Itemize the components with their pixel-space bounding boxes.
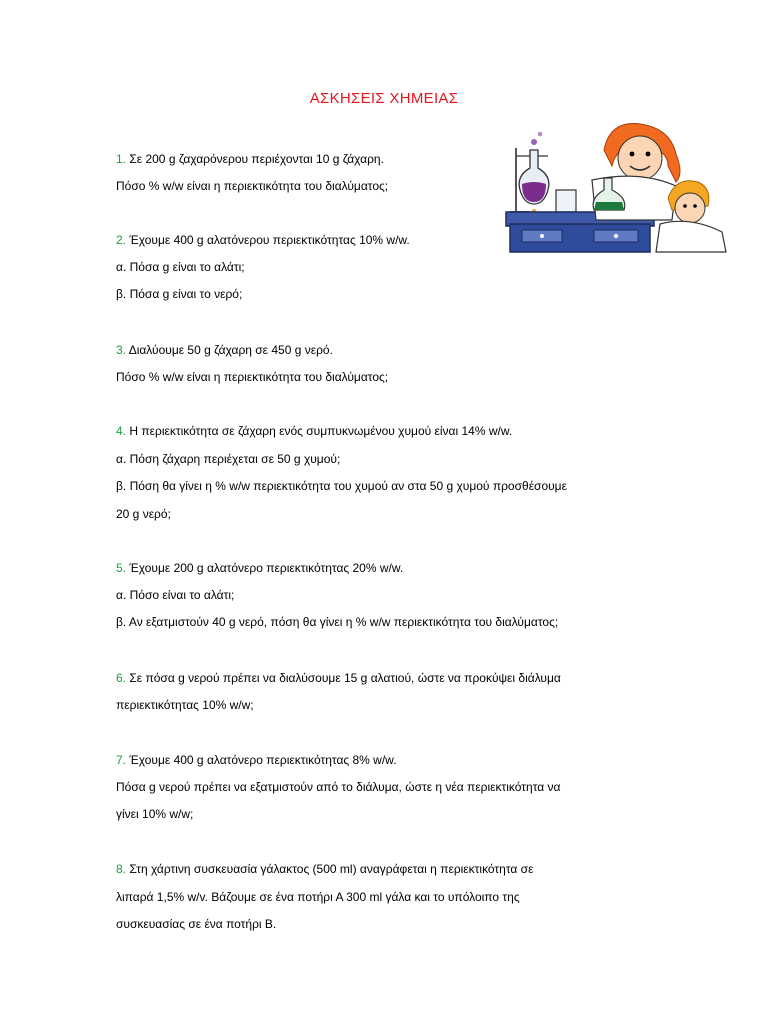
- exercise-text: Διαλύουμε 50 g ζάχαρη σε 450 g νερό.: [128, 343, 333, 357]
- exercise-7-line-1: [116, 753, 397, 767]
- exercise-text: Στη χάρτινη συσκευασία γάλακτος (500 ml) αναγράφεται η περιεκτικότητα σε: [129, 862, 534, 876]
- exercise-text: β. Αν εξατμιστούν 40 g νερό, πόση θα γίνει η % w/w περιεκτικότητα του διαλύματος;: [116, 615, 559, 629]
- exercise-text: α. Πόσο είναι το αλάτι;: [116, 588, 235, 602]
- exercise-1-line-1: [116, 152, 384, 166]
- exercise-4-number: 4.: [116, 424, 127, 438]
- exercise-text: συσκευασίας σε ένα ποτήρι Β.: [116, 917, 277, 931]
- exercise-text: β. Πόσα g είναι το νερό;: [116, 287, 243, 301]
- exercise-text: Πόσο % w/w είναι η περιεκτικότητα του διαλύματος;: [116, 179, 389, 193]
- exercise-text: Έχουμε 200 g αλατόνερο περιεκτικότητας 20% w/w.: [129, 561, 404, 575]
- exercise-3-number: 3.: [116, 343, 127, 357]
- exercise-text: γίνει 10% w/w;: [116, 807, 194, 821]
- exercise-6-line-1: [116, 671, 561, 685]
- exercise-7-number: 7.: [116, 753, 127, 767]
- exercise-text: λιπαρά 1,5% w/v. Βάζουμε σε ένα ποτήρι Α 300 ml γάλα και το υπόλοιπο της: [116, 890, 520, 904]
- chemistry-kids-lab-icon: [500, 120, 728, 256]
- exercise-1-number: 1.: [116, 152, 127, 166]
- exercise-6-number: 6.: [116, 671, 127, 685]
- exercise-8-number: 8.: [116, 862, 127, 876]
- exercise-text: 20 g νερό;: [116, 507, 171, 521]
- exercise-8-line-1: [116, 862, 533, 876]
- exercise-text: β. Πόση θα γίνει η % w/w περιεκτικότητα του χυμού αν στα 50 g χυμού προσθέσουμε: [116, 479, 567, 493]
- exercise-text: Πόσο % w/w είναι η περιεκτικότητα του διαλύματος;: [116, 370, 389, 384]
- exercise-text: Η περιεκτικότητα σε ζάχαρη ενός συμπυκνωμένου χυμού είναι 14% w/w.: [129, 424, 513, 438]
- exercise-text: Σε 200 g ζαχαρόνερου περιέχονται 10 g ζάχαρη.: [129, 152, 384, 166]
- exercise-text: Έχουμε 400 g αλατόνερου περιεκτικότητας 10% w/w.: [129, 233, 410, 247]
- exercise-text: Πόσα g νερού πρέπει να εξατμιστούν από το διάλυμα, ώστε η νέα περιεκτικότητα να: [116, 780, 561, 794]
- exercise-3-line-1: [116, 343, 333, 357]
- exercise-text: Σε πόσα g νερού πρέπει να διαλύσουμε 15 g αλατιού, ώστε να προκύψει διάλυμα: [129, 671, 561, 685]
- exercise-2-line-1: [116, 233, 410, 247]
- exercise-text: περιεκτικότητας 10% w/w;: [116, 698, 254, 712]
- exercise-5-number: 5.: [116, 561, 127, 575]
- exercise-5-line-1: [116, 561, 403, 575]
- page-title: ΑΣΚΗΣΕΙΣ ΧΗΜΕΙΑΣ: [309, 90, 459, 107]
- exercise-text: α. Πόση ζάχαρη περιέχεται σε 50 g χυμού;: [116, 452, 341, 466]
- exercise-text: Έχουμε 400 g αλατόνερο περιεκτικότητας 8% w/w.: [129, 753, 397, 767]
- exercise-text: α. Πόσα g είναι το αλάτι;: [116, 260, 245, 274]
- exercise-4-line-1: [116, 424, 512, 438]
- exercise-2-number: 2.: [116, 233, 127, 247]
